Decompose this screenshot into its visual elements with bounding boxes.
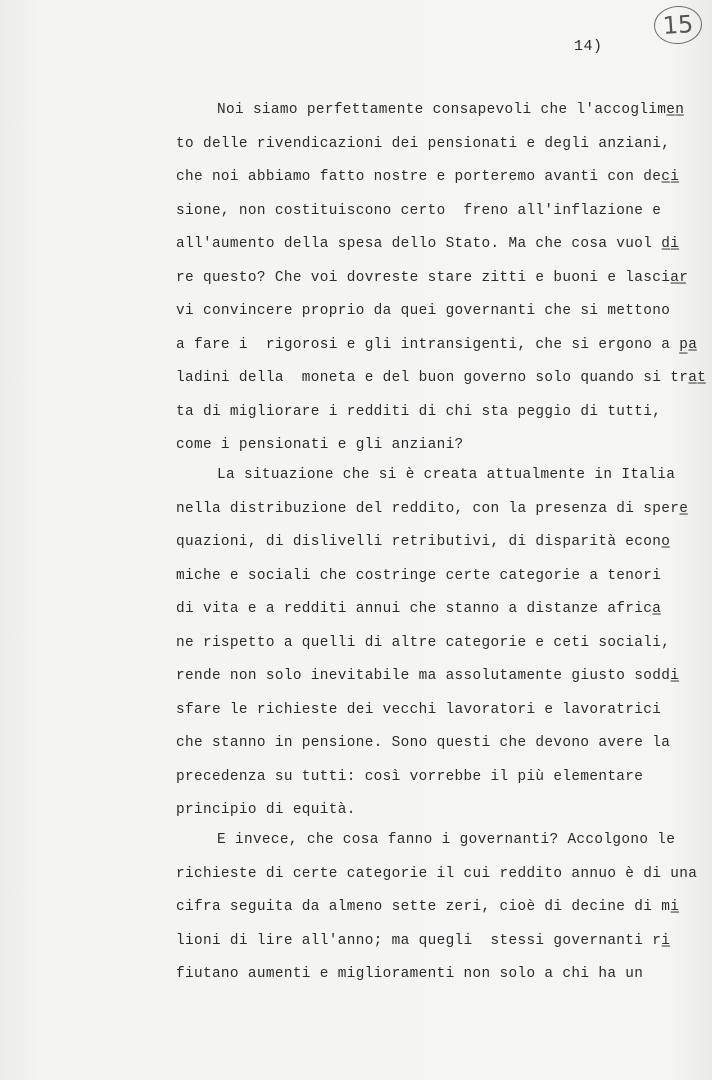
text-line: ne rispetto a quelli di altre categorie e ceti sociali, — [176, 635, 671, 651]
text-line: di vita e a redditi annui che stanno a distanze africa̲ — [176, 601, 662, 617]
text-line: ladini della moneta e del buon governo solo quando si tra̲t̲ — [176, 370, 707, 386]
text-line: La situazione che si è creata attualmente in Italia — [217, 467, 676, 483]
text-line: principio di equità. — [176, 802, 356, 818]
text-line: precedenza su tutti: così vorrebbe il più elementare — [176, 769, 644, 785]
text-line: sfare le richieste dei vecchi lavoratori e lavoratrici — [176, 702, 662, 718]
text-line: a fare i rigorosi e gli intransigenti, che si ergono a p̲a̲ — [176, 337, 698, 353]
text-line: E invece, che cosa fanno i governanti? Accolgono le — [217, 832, 676, 848]
text-line: lioni di lire all'anno; ma quegli stessi governanti ri̲ — [176, 933, 671, 949]
text-line: vi convincere proprio da quei governanti che si mettono — [176, 303, 671, 319]
text-line: cifra seguita da almeno sette zeri, cioè di decine di mi̲ — [176, 899, 680, 915]
text-line: rende non solo inevitabile ma assolutamente giusto soddi̲ — [176, 668, 680, 684]
text-line: come i pensionati e gli anziani? — [176, 437, 464, 453]
text-line: miche e sociali che costringe certe categorie a tenori — [176, 568, 662, 584]
page-number: 14) — [574, 38, 603, 55]
text-line: nella distribuzione del reddito, con la presenza di spere̲ — [176, 501, 689, 517]
text-line: Noi siamo perfettamente consapevoli che l'accoglime̲n̲ — [217, 102, 685, 118]
text-line: all'aumento della spesa dello Stato. Ma che cosa vuol d̲i̲ — [176, 236, 680, 252]
text-line: to delle rivendicazioni dei pensionati e degli anziani, — [176, 136, 671, 152]
text-line: ta di migliorare i redditi di chi sta peggio di tutti, — [176, 404, 662, 420]
text-line: richieste di certe categorie il cui reddito annuo è di una — [176, 866, 698, 882]
text-line: fiutano aumenti e miglioramenti non solo a chi ha un — [176, 966, 644, 982]
text-line: che noi abbiamo fatto nostre e porteremo avanti con dec̲i̲ — [176, 169, 680, 185]
text-line: quazioni, di dislivelli retributivi, di disparità econo̲ — [176, 534, 671, 550]
archive-stamp: 15 — [653, 4, 704, 45]
text-line: sione, non costituiscono certo freno all'inflazione e — [176, 203, 662, 219]
text-line: che stanno in pensione. Sono questi che devono avere la — [176, 735, 671, 751]
text-line: re questo? Che voi dovreste stare zitti e buoni e lascia̲r̲ — [176, 270, 689, 286]
